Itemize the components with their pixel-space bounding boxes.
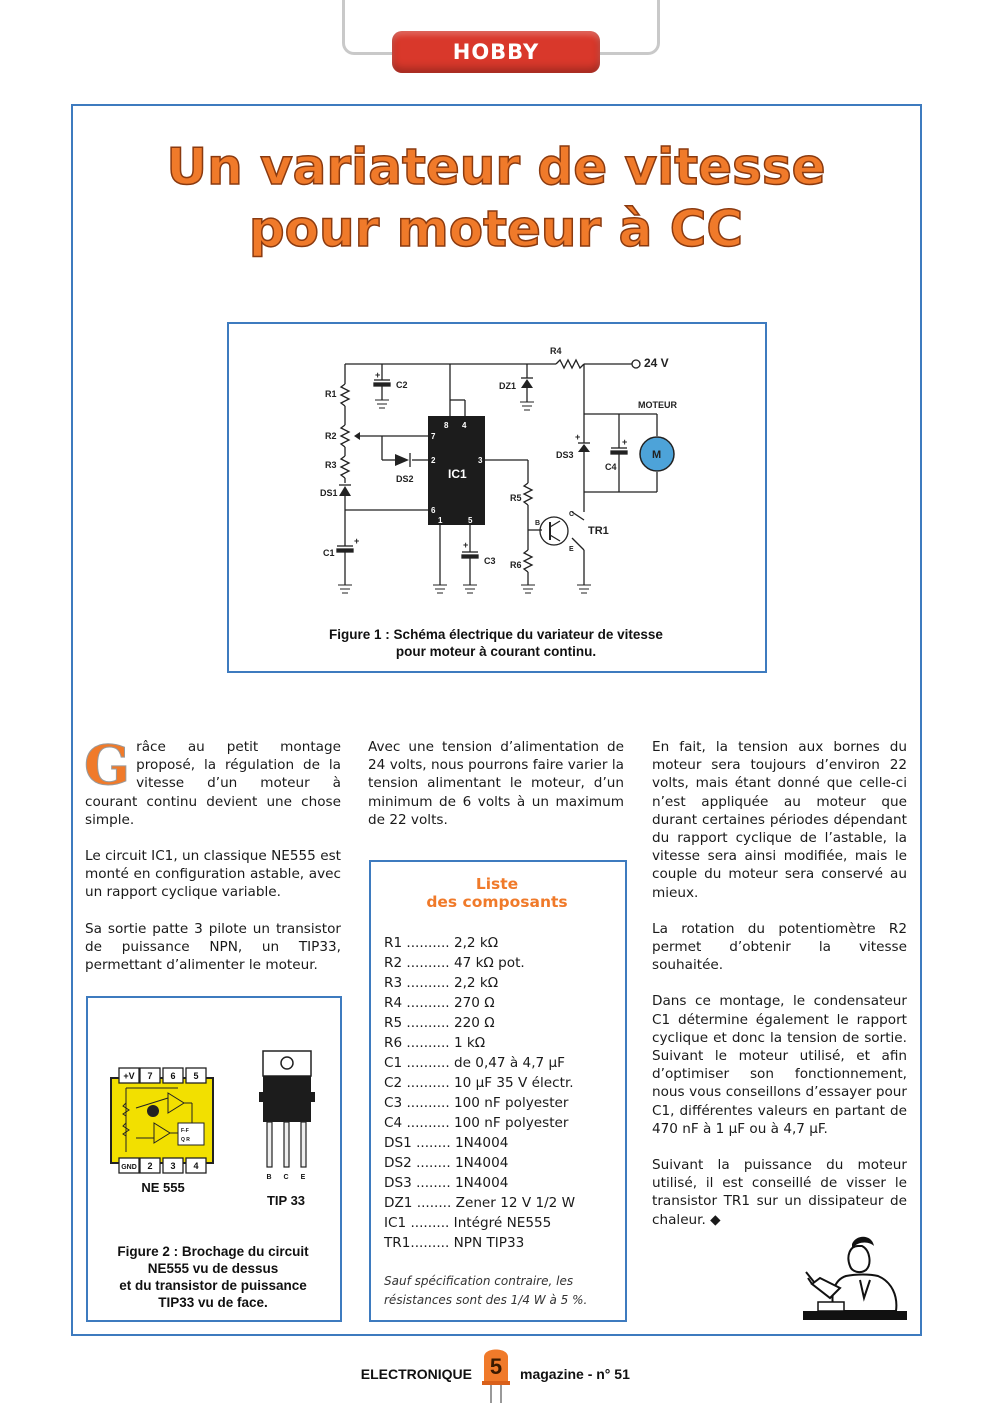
label-c3: C3 — [484, 556, 496, 566]
paragraph: Avec une tension d’alimentation de 24 volts, nous pourrons faire varier la tension alimentant le moteur, d’un minimum de 6 volts à un maximum de 22 volts. — [368, 739, 624, 828]
label-ic1: IC1 — [448, 467, 467, 481]
intro-text: râce au petit montage proposé, la régulation de la vitesse d’un moteur à courant continu devient une chose simple. — [85, 739, 341, 828]
figure-1-caption-line-2: pour moteur à courant continu. — [395, 644, 597, 659]
parts-list — [384, 933, 614, 1253]
figure-2-caption — [88, 1243, 338, 1311]
paragraph: La rotation du potentiomètre R2 permet d’obtenir la vitesse souhaitée. — [652, 920, 907, 974]
label-dz1: DZ1 — [499, 381, 517, 391]
plus-ds3: + — [575, 432, 581, 442]
list-item: IC1 ......... Intégré NE555 — [384, 1215, 552, 1231]
paragraph: Le circuit IC1, un classique NE555 est monté en configuration astable, avec un rapport cyclique variable. — [85, 848, 341, 901]
pin-7: 7 — [431, 432, 436, 441]
label-c4: C4 — [605, 462, 617, 472]
label-supply: 24 V — [644, 356, 669, 370]
tip-pin-c: C — [283, 1174, 289, 1181]
label-c2: C2 — [396, 380, 408, 390]
ne555-label: NE 555 — [141, 1180, 185, 1195]
paragraph: Dans ce montage, le condensateur C1 détermine également le rapport cyclique et donc la tension de sortie. Suivant le moteur utilisé, et afin d’optimiser son fonctionnement, nous vous conseillons d’essayer pour C1, différentes valeurs en partant de 470 nF à 1 µF ou à 4,7 µF. — [652, 993, 907, 1137]
drop-cap: G — [84, 733, 131, 797]
pin-bottom-2: 2 — [147, 1161, 153, 1171]
pin-6: 6 — [431, 506, 436, 515]
list-item: C1 .......... de 0,47 à 4,7 µF — [384, 1055, 565, 1071]
list-item: C2 .......... 10 µF 35 V électr. — [384, 1075, 574, 1091]
list-item: R6 .......... 1 kΩ — [384, 1035, 486, 1051]
footer-magazine-name: ELECTRONIQUE — [360, 1366, 472, 1382]
label-b: B — [535, 520, 541, 527]
list-item: C3 .......... 100 nF polyester — [384, 1095, 569, 1111]
pin-top-2: 7 — [147, 1071, 153, 1081]
pin-5: 5 — [468, 516, 473, 525]
parts-list-title — [369, 875, 625, 911]
label-r1: R1 — [325, 389, 337, 399]
parts-title-line-1: Liste — [475, 875, 519, 893]
label-r5: R5 — [510, 493, 522, 503]
pin-bottom-1: GND — [121, 1164, 137, 1171]
figure-2-caption-line-3: et du transistor de puissance — [119, 1278, 307, 1293]
pin-2: 2 — [431, 456, 436, 465]
tip33-label: TIP 33 — [266, 1193, 306, 1208]
label-moteur: MOTEUR — [638, 400, 677, 410]
label-c: C — [569, 511, 575, 518]
label-r4: R4 — [550, 346, 562, 356]
list-item: C4 .......... 100 nF polyester — [384, 1115, 569, 1131]
list-item: R1 .......... 2,2 kΩ — [384, 935, 499, 951]
label-ds3: DS3 — [556, 450, 574, 460]
plus-c3: + — [463, 540, 469, 550]
pin-top-4: 5 — [193, 1071, 199, 1081]
paragraph: Suivant la puissance du moteur utilisé, il est conseillé de visser le transistor TR1 sur un dissipateur de chaleur. ◆ — [652, 1157, 907, 1228]
footer-issue: magazine - n° 51 — [520, 1366, 630, 1382]
pin-bottom-3: 3 — [170, 1161, 176, 1171]
title-line-1: Un variateur de vitesse — [166, 138, 826, 196]
pin-top-3: 6 — [170, 1071, 176, 1081]
figure-2-caption-line-2: NE555 vu de dessus — [147, 1261, 279, 1276]
tip-pin-e: E — [300, 1174, 306, 1181]
page-number: 5 — [489, 1354, 503, 1379]
label-e: E — [569, 546, 574, 553]
column-1 — [84, 733, 341, 992]
pin-top-1: +V — [123, 1071, 135, 1081]
list-item: R4 .......... 270 Ω — [384, 995, 495, 1011]
list-item: DS3 ........ 1N4004 — [384, 1175, 509, 1191]
figure-2-caption-line-1: Figure 2 : Brochage du circuit — [117, 1244, 309, 1259]
list-item: DZ1 ........ Zener 12 V 1/2 W — [384, 1195, 576, 1211]
pin-3: 3 — [478, 456, 483, 465]
paragraph: Sa sortie patte 3 pilote un transistor de puissance NPN, un TIP33, permettant d’alimenter le moteur. — [85, 920, 341, 974]
paragraph-intro — [84, 733, 341, 829]
plus-c4: + — [622, 437, 628, 447]
list-item: R2 .......... 47 kΩ pot. — [384, 955, 525, 971]
label-ds1: DS1 — [320, 488, 338, 498]
qr-label: Q R — [181, 1137, 190, 1143]
title-line-2: pour moteur à CC — [248, 200, 744, 258]
label-r2: R2 — [325, 431, 337, 441]
list-item: DS2 ........ 1N4004 — [384, 1155, 509, 1171]
technician-illustration — [800, 1228, 910, 1322]
pin-8: 8 — [444, 421, 449, 430]
pin-4: 4 — [462, 421, 467, 430]
label-r3: R3 — [325, 460, 337, 470]
circuit-schematic — [320, 340, 690, 610]
label-c1: C1 — [323, 548, 335, 558]
section-label: HOBBY — [452, 40, 540, 64]
label-r6: R6 — [510, 560, 522, 570]
ff-label: F-F — [181, 1128, 189, 1134]
article-title — [80, 136, 912, 260]
list-item: R5 .......... 220 Ω — [384, 1015, 495, 1031]
pin-1: 1 — [438, 516, 443, 525]
tip-pin-b: B — [266, 1174, 272, 1181]
plus-c2: + — [375, 370, 381, 380]
plus-c1: + — [354, 536, 360, 546]
label-ds2: DS2 — [396, 474, 414, 484]
list-item: TR1......... NPN TIP33 — [384, 1235, 525, 1251]
label-tr1: TR1 — [588, 525, 609, 537]
label-m: M — [652, 449, 662, 461]
paragraph: En fait, la tension aux bornes du moteur sera toujours d’environ 22 volts, mais étant donné que celle-ci n’est appliquée au moteur que durant certaines périodes dépendant du rapport cyclique de l’astable, la vitesse sera ainsi modifiée, mais le couple du moteur sera conservé au mieux. — [652, 739, 907, 901]
parts-note: Sauf spécification contraire, les résistances sont des 1/4 W à 5 %. — [384, 1274, 588, 1307]
figure-1-caption-line-1: Figure 1 : Schéma électrique du variateur de vitesse — [329, 627, 663, 642]
column-2 — [368, 738, 624, 847]
figure-1-caption — [229, 626, 763, 660]
pin-bottom-4: 4 — [193, 1161, 199, 1171]
figure-2-caption-line-4: TIP33 vu de face. — [158, 1295, 268, 1310]
list-item: DS1 ........ 1N4004 — [384, 1135, 509, 1151]
column-3 — [652, 738, 907, 1247]
parts-title-line-2: des composants — [426, 893, 568, 911]
list-item: R3 .......... 2,2 kΩ — [384, 975, 499, 991]
